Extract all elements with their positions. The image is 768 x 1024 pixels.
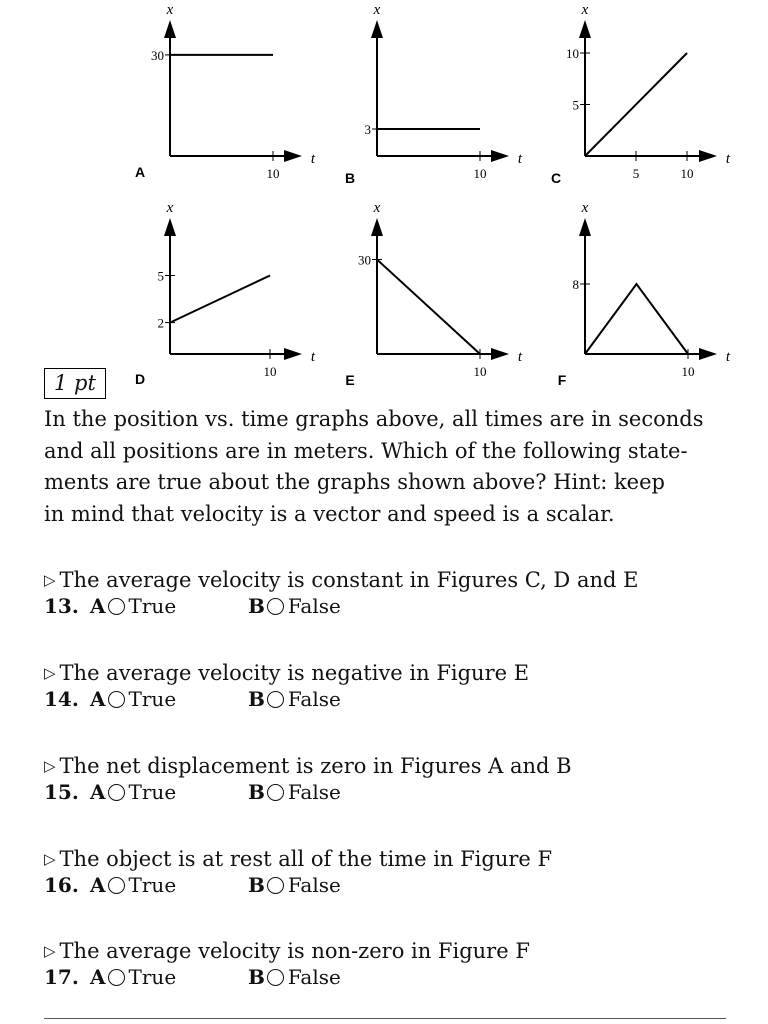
panel-d-x-tick-label: 10 [263,364,277,379]
choice-letter: A [90,687,106,711]
question-17 [44,938,744,990]
panel-f-y-axis-label: x [581,200,589,216]
choice-a-true[interactable] [90,593,176,619]
choice-letter: A [90,780,106,804]
intro-line: In the position vs. time graphs above, all times are in seconds [44,407,704,431]
question-number: 17. [44,965,79,989]
choice-b-false[interactable] [248,686,341,712]
question-statement: The average velocity is negative in Figure E [59,661,530,685]
choice-label: False [287,780,341,804]
intro-line: in mind that velocity is a vector and speed is a scalar. [44,501,615,526]
panel-c-y-arrow-icon [579,20,591,38]
panel-d-y-tick-label: 5 [157,268,164,284]
choice-b-false[interactable] [248,779,341,805]
choice-letter: B [248,965,265,989]
question-number: 16. [44,873,79,897]
panel-e-position-line [377,260,480,355]
panel-c-x-axis-label: t [725,151,731,167]
choice-a-true[interactable] [90,964,176,990]
choice-b-false[interactable] [248,872,341,898]
panel-a-y-arrow-icon [164,20,176,38]
panel-c-label: C [550,170,562,186]
choice-letter: A [90,873,106,897]
choice-label: False [287,594,341,618]
question-number: 14. [44,687,79,711]
panel-e-x-arrow-icon [491,348,509,360]
radio-circle-icon[interactable] [108,598,125,615]
radio-circle-icon[interactable] [267,969,284,986]
panel-d-label: D [134,371,146,387]
intro-line: ments are true about the graphs shown above? Hint: keep [44,470,665,494]
panel-e-x-tick-label: 10 [473,364,487,379]
choice-letter: B [248,687,265,711]
panel-d-y-axis-label: x [166,200,174,216]
panel-a-y-tick-label: 30 [151,47,164,63]
panel-e-label: E [345,372,355,388]
radio-circle-icon[interactable] [108,691,125,708]
question-number: 15. [44,780,79,804]
choice-label: True [128,780,177,804]
intro-line: and all positions are in meters. Which of the following state- [44,438,688,463]
panel-b-y-tick-label: 3 [364,122,371,137]
panel-f-x-tick-label: 10 [681,364,695,379]
panel-b-y-arrow-icon [371,20,383,38]
panel-c-position-line [585,53,687,156]
radio-circle-icon[interactable] [267,598,284,615]
choice-a-true[interactable] [90,872,176,898]
panel-d-x-arrow-icon [284,348,302,360]
panel-c-y-axis-label: x [581,2,589,18]
panel-e-y-tick-label: 30 [358,252,371,268]
panel-b-label: B [344,170,356,186]
choice-letter: B [248,780,265,804]
choice-label: True [128,594,177,618]
panel-a-x-axis-label: t [310,151,316,167]
question-statement: The net displacement is zero in Figures A and B [59,754,572,778]
choice-label: True [128,687,177,711]
question-number: 13. [44,594,79,618]
panel-b-y-axis-label: x [373,2,381,18]
panel-f-label: F [557,372,567,388]
triangle-bullet-icon: ▷ [44,850,56,868]
triangle-bullet-icon: ▷ [44,757,56,775]
choice-letter: A [90,965,106,989]
panel-e-y-axis-label: x [373,200,381,216]
panel-c-y-tick-label: 5 [572,97,579,113]
question-intro [44,404,744,530]
panel-c-x-arrow-icon [699,150,717,162]
radio-circle-icon[interactable] [108,877,125,894]
panel-a-x-arrow-icon [284,150,302,162]
points-badge: 1 pt [44,368,106,399]
choice-a-true[interactable] [90,686,176,712]
panel-f-x-arrow-icon [699,348,717,360]
panel-b-x-axis-label: t [517,151,523,167]
radio-circle-icon[interactable] [267,691,284,708]
panel-b-x-tick-label: 10 [473,166,487,181]
radio-circle-icon[interactable] [108,969,125,986]
choice-b-false[interactable] [248,964,341,990]
panel-e-y-arrow-icon [371,218,383,236]
panel-b-x-arrow-icon [491,150,509,162]
question-15 [44,753,744,805]
choice-label: True [128,965,177,989]
panel-d-y-tick-label: 2 [157,315,164,331]
panel-c-y-tick-label: 10 [566,46,579,61]
panel-a-position-line [170,55,273,156]
triangle-bullet-icon: ▷ [44,571,56,589]
panel-d-position-line [170,276,270,323]
bottom-divider [44,1018,726,1019]
panel-a-x-tick-label: 10 [266,166,280,181]
panel-f-x-axis-label: t [725,349,731,365]
position-time-graphs [0,0,768,400]
question-statement: The object is at rest all of the time in Figure F [59,847,553,871]
panel-a-y-axis-label: x [166,2,174,18]
panel-c-x-tick-label: 10 [680,166,694,181]
choice-letter: B [248,873,265,897]
panel-c-x-tick-label: 5 [632,166,640,181]
choice-a-true[interactable] [90,779,176,805]
triangle-bullet-icon: ▷ [44,942,56,960]
choice-label: True [128,873,177,897]
panel-f-y-arrow-icon [579,218,591,236]
question-16 [44,846,744,898]
choice-letter: A [90,594,106,618]
choice-label: False [287,687,341,711]
choice-label: False [287,873,341,897]
choice-label: False [287,965,341,989]
question-14 [44,660,744,712]
panel-f-y-tick-label: 8 [572,277,579,292]
radio-circle-icon[interactable] [267,784,284,801]
panel-d-y-arrow-icon [164,218,176,236]
radio-circle-icon[interactable] [267,877,284,894]
panel-d-x-axis-label: t [310,349,316,365]
panel-a-label: A [134,164,146,180]
panel-e-x-axis-label: t [517,349,523,365]
triangle-bullet-icon: ▷ [44,664,56,682]
panel-f-position-line [585,284,688,354]
choice-b-false[interactable] [248,593,341,619]
choice-letter: B [248,594,265,618]
question-13 [44,567,744,619]
radio-circle-icon[interactable] [108,784,125,801]
question-statement: The average velocity is non-zero in Figure F [59,939,530,963]
question-statement: The average velocity is constant in Figures C, D and E [59,568,639,592]
